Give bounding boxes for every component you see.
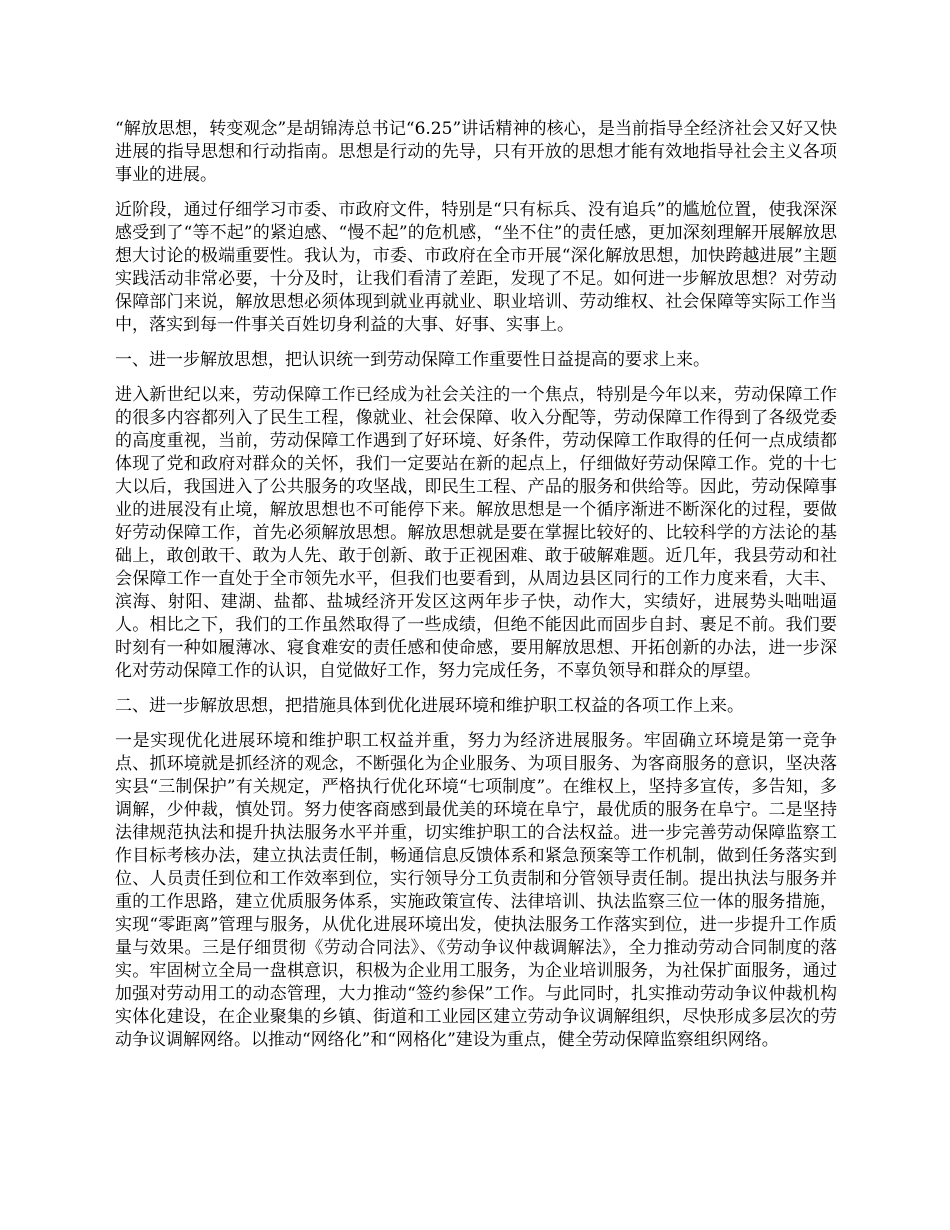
section-1-paragraph: 进入新世纪以来，劳动保障工作已经成为社会关注的一个焦点，特别是今年以来，劳动保障工作的很多内容都列入了民生工程，像就业、社会保障、收入分配等，劳动保障工作得到了各级党委的高度重视，当前，劳动保障工作遇到了好环境、好条件，劳动保障工作取得的任何一点成绩都体现了党和政府对群众的关怀，我们一定要站在新的起点上，仔细做好劳动保障工作。党的十七大以后，我国进入了公共服务的攻坚战，即民生工程、产品的服务和供给等。因此，劳动保障事业的进展没有止境，解放思想也不可能停下来。解放思想是一个循序渐进不断深化的过程，要做好劳动保障工作，首先必须解放思想。解放思想就是要在掌握比较好的、比较科学的方法论的基础上，敢创敢干、敢为人先、敢于创新、敢于正视困难、敢于破解难题。近几年，我县劳动和社会保障工作一直处于全市领先水平，但我们也要看到，从周边县区同行的工作力度来看，大丰、滨海、射阳、建湖、盐都、盐城经济开发区这两年步子快，动作大，实绩好，进展势头咄咄逼人。相比之下，我们的工作虽然取得了一些成绩，但绝不能因此而固步自封、裹足不前。我们要时刻有一种如履薄冰、寝食难安的责任感和使命感，要用解放思想、开拓创新的办法，进一步深化对劳动保障工作的认识，自觉做好工作，努力完成任务，不辜负领导和群众的厚望。: [115, 385, 837, 681]
context-paragraph: 近阶段，通过仔细学习市委、市政府文件，特别是“只有标兵、没有追兵”的尴尬位置，使我深深感受到了“等不起”的紧迫感、“慢不起”的危机感，“坐不住”的责任感，更加深刻理解开展解放思想大讨论的极端重要性。我认为，市委、市政府在全市开展“深化解放思想，加快跨越进展”主题实践活动非常必要，十分及时，让我们看清了差距，发现了不足。如何进一步解放思想？对劳动保障部门来说，解放思想必须体现到就业再就业、职业培训、劳动维权、社会保障等实际工作当中，落实到每一件事关百姓切身利益的大事、好事、实事上。: [115, 200, 837, 335]
document-body: [115, 118, 837, 1064]
section-2-paragraph: 一是实现优化进展环境和维护职工权益并重，努力为经济进展服务。牢固确立环境是第一竞争点、抓环境就是抓经济的观念，不断强化为企业服务、为项目服务、为客商服务的意识，坚决落实县“三制保护”有关规定，严格执行优化环境“七项制度”。在维权上，坚持多宣传，多告知，多调解，少仲裁，慎处罚。努力使客商感到最优美的环境在阜宁，最优质的服务在阜宁。二是坚持法律规范执法和提升执法服务水平并重，切实维护职工的合法权益。进一步完善劳动保障监察工作目标考核办法，建立执法责任制，畅通信息反馈体系和紧急预案等工作机制，做到任务落实到位、人员责任到位和工作效率到位，实行领导分工负责制和分管领导责任制。提出执法与服务并重的工作思路，建立优质服务体系，实施政策宣传、法律培训、执法监察三位一体的服务措施，实现“零距离”管理与服务，从优化进展环境出发，使执法服务工作落实到位，进一步提升工作质量与效果。三是仔细贯彻《劳动合同法》、《劳动争议仲裁调解法》，全力推动劳动合同制度的落实。牢固树立全局一盘棋意识，积极为企业用工服务，为企业培训服务，为社保扩面服务，通过加强对劳动用工的动态管理，大力推动“签约参保”工作。与此同时，扎实推动劳动争议仲裁机构实体化建设，在企业聚集的乡镇、街道和工业园区建立劳动争议调解组织，尽快形成多层次的劳动争议调解网络。以推动“网络化”和“网格化”建设为重点，健全劳动保障监察组织网络。: [115, 731, 837, 1050]
section-heading-1: 一、进一步解放思想，把认识统一到劳动保障工作重要性日益提高的要求上来。: [115, 350, 710, 370]
intro-paragraph: “解放思想，转变观念”是胡锦涛总书记“6.25”讲话精神的核心，是当前指导全经济社会又好又快进展的指导思想和行动指南。思想是行动的先导，只有开放的思想才能有效地指导社会主义各项事业的进展。: [115, 119, 837, 185]
section-heading-2: 二、进一步解放思想，把措施具体到优化进展环境和维护职工权益的各项工作上来。: [115, 696, 744, 716]
